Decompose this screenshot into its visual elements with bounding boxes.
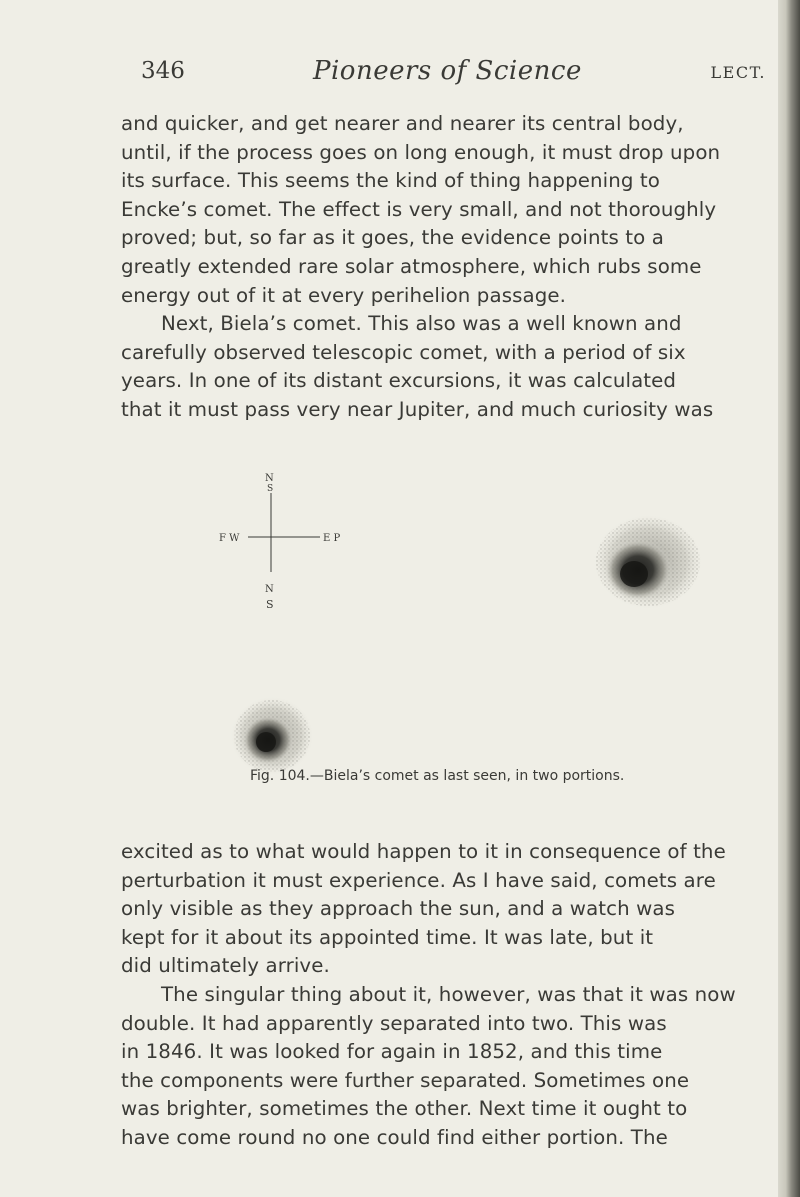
text-line: double. It had apparently separated into two. This was	[121, 1011, 667, 1035]
text-line: carefully observed telescopic comet, with a period of six	[121, 340, 686, 364]
text-block-bottom	[121, 838, 771, 1153]
text-line: kept for it about its appointed time. It was late, but it	[121, 925, 654, 949]
text-line: greatly extended rare solar atmosphere, which rubs some	[121, 254, 702, 278]
section-abbrev: LECT.	[710, 63, 766, 82]
text-line: until, if the process goes on long enough, it must drop upon	[121, 140, 721, 164]
label-bottom-s: S	[266, 598, 274, 611]
comet-fragment-upper	[593, 514, 703, 610]
page-number: 346	[141, 58, 185, 84]
label-left: F W	[219, 533, 240, 544]
text-line: did ultimately arrive.	[121, 954, 330, 978]
text-line: only visible as they approach the sun, and a watch was	[121, 897, 676, 921]
text-line: Encke’s comet. The effect is very small, and not thoroughly	[121, 197, 717, 221]
text-line: Next, Biela’s comet. This also was a well known and	[161, 312, 682, 336]
text-line: proved; but, so far as it goes, the evidence points to a	[121, 226, 664, 250]
label-top-s: S	[267, 484, 274, 494]
text-line: The singular thing about it, however, was that it was now	[161, 982, 736, 1006]
text-line: its surface. This seems the kind of thing happening to	[121, 169, 660, 193]
orientation-cross	[219, 473, 340, 611]
running-title: Pioneers of Science	[313, 56, 582, 86]
figure-caption: Fig. 104.—Biela’s comet as last seen, in two portions.	[250, 768, 625, 784]
text-line: excited as to what would happen to it in consequence of the	[121, 840, 726, 863]
text-line: years. In one of its distant excursions, it was calculated	[121, 369, 677, 393]
text-line: in 1846. It was looked for again in 1852, and this time	[121, 1040, 663, 1064]
label-right: E P	[323, 533, 341, 544]
text-line: was brighter, sometimes the other. Next time it ought to	[121, 1097, 688, 1121]
text-line: the components were further separated. Sometimes one	[121, 1068, 690, 1092]
text-line: and quicker, and get nearer and nearer its central body,	[121, 112, 684, 135]
label-bottom-n: N	[265, 584, 274, 595]
text-line: that it must pass very near Jupiter, and much curiosity was	[121, 397, 714, 421]
text-line: have come round no one could find either portion. The	[121, 1125, 668, 1149]
comet-fragment-lower	[230, 696, 314, 776]
text-line: perturbation it must experience. As I have said, comets are	[121, 868, 716, 892]
label-top-n: N	[265, 473, 274, 484]
text-line: energy out of it at every perihelion passage.	[121, 283, 567, 307]
